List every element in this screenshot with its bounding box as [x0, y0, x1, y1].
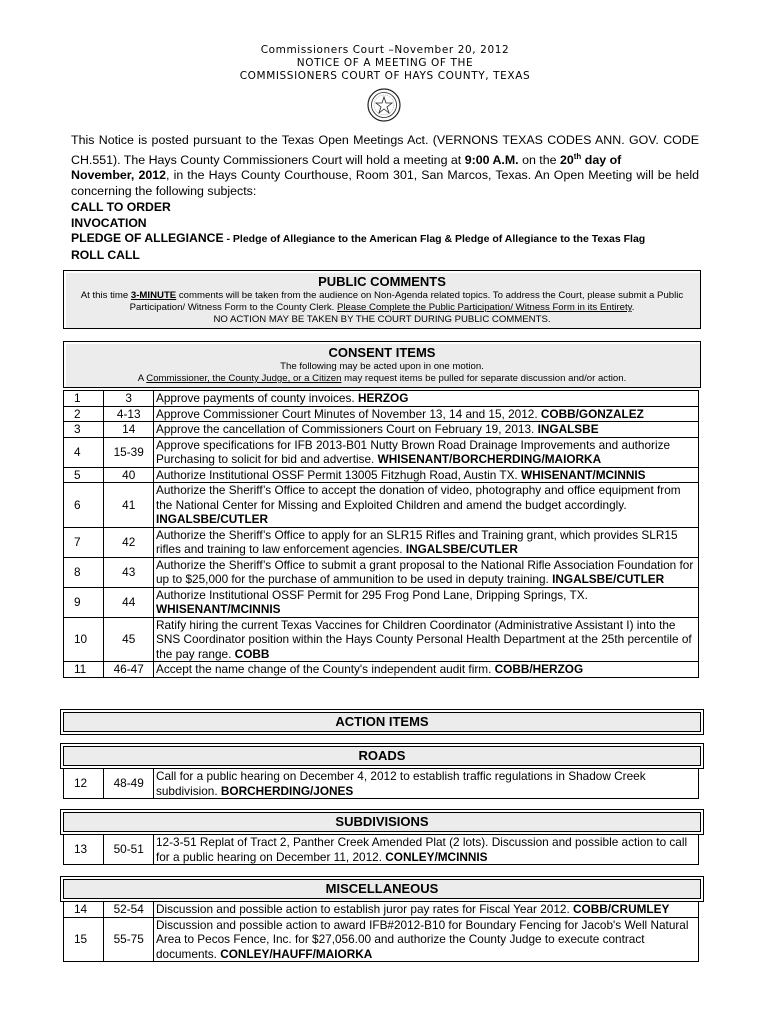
item-text: Call for a public hearing on December 4, 2012 to establish traffic regulations in Shadow Creek subdivision.: [155, 769, 646, 798]
item-description: [153, 483, 698, 528]
item-sponsors: INGALSBE: [537, 422, 599, 436]
item-text: Approve Commissioner Court Minutes of November 13, 14 and 15, 2012.: [155, 406, 541, 421]
roads-table: [63, 768, 699, 799]
item-text: Approve specifications for IFB 2013-B01 Nutty Brown Road Drainage Improvements and authorize Purchasing to solicit for bid and advertise.: [155, 437, 671, 466]
item-text: Authorize Institutional OSSF Permit for 295 Frog Pond Lane, Dripping Springs, TX.: [155, 587, 588, 602]
item-description: [153, 587, 698, 617]
intro-paragraph: [71, 133, 699, 199]
item-text: Accept the name change of the County's independent audit firm.: [155, 662, 495, 676]
item-number: 5: [64, 467, 104, 483]
agenda-item-row: [64, 835, 699, 865]
meeting-day-suffix: th: [573, 151, 582, 161]
item-sponsors: CONLEY/MCINNIS: [385, 849, 488, 864]
item-description: [153, 437, 698, 467]
header-line-notice: NOTICE OF A MEETING OF THE: [296, 57, 474, 69]
agenda-item-row: [64, 902, 699, 918]
roads-banner: ROADS: [63, 746, 701, 766]
item-pages: 55-75: [104, 917, 154, 962]
meeting-date: November, 2012: [71, 168, 167, 183]
item-description: [153, 617, 698, 662]
item-sponsors: WHISENANT/MCINNIS: [155, 602, 281, 616]
item-text: Authorize the Sheriff’s Office to accept the donation of video, photography and office equipment from the National Center for Missing and Exploited Children and amend the budget accordingly.: [155, 483, 681, 512]
public-comments-text: [64, 290, 700, 326]
subdivisions-table: [63, 834, 699, 865]
item-number: 1: [64, 391, 104, 407]
item-number: 9: [64, 587, 104, 617]
item-pages: 41: [104, 483, 154, 528]
item-number: 4: [64, 437, 104, 467]
item-description: [153, 769, 698, 799]
pc-text-3: .: [631, 302, 635, 313]
item-pages: 40: [104, 467, 154, 483]
item-sponsors: INGALSBE/CUTLER: [552, 572, 665, 586]
pc-three-minute: 3-MINUTE: [130, 290, 177, 301]
item-number: 15: [64, 917, 104, 962]
item-pages: 48-49: [104, 769, 154, 799]
meeting-day: 20: [559, 152, 574, 167]
pc-text-2: comments will be taken from the audience on Non-Agenda related topics. To address the Court, please submit a Public Participation/ Witness Form to the County Clerk.: [129, 290, 684, 313]
agenda-item-row: [64, 527, 699, 557]
header-line-date: Commissioners Court –November 20, 2012: [260, 44, 510, 56]
item-text: Discussion and possible action to award IFB#2012-B10 for Boundary Fencing for Jacob's Well Natural Area to Pecos Fence, Inc. for $27,056.00 and authorize the County Judge to execute contract documents.: [155, 917, 689, 961]
item-sponsors: COBB/CRUMLEY: [573, 902, 670, 916]
item-description: [153, 902, 698, 918]
item-description: [153, 406, 698, 422]
consent-line-2a: A: [137, 373, 147, 384]
item-description: [153, 662, 698, 678]
item-pages: 3: [104, 391, 154, 407]
pledge-of-allegiance: [71, 231, 711, 248]
public-comments-box: [63, 270, 701, 329]
miscellaneous-table: [63, 901, 699, 962]
call-to-order: CALL TO ORDER: [71, 200, 171, 214]
consent-items-box: [63, 341, 701, 388]
item-text: Authorize the Sheriff’s Office to apply for an SLR15 Rifles and Training grant, which provides SLR15 rifles and training to law enforcement agencies.: [155, 527, 678, 556]
item-text: Ratify hiring the current Texas Vaccines for Children Coordinator (Administrative Assistant I) into the SNS Coordinator position within the Hays County Personal Health Department at the 25th percentile of the pay range.: [155, 617, 692, 661]
agenda-item-row: [64, 437, 699, 467]
item-sponsors: COBB: [234, 646, 270, 661]
item-pages: 44: [104, 587, 154, 617]
item-description: [153, 467, 698, 483]
item-pages: 14: [104, 422, 154, 438]
pledge-detail: - Pledge of Allegiance to the American Flag & Pledge of Allegiance to the Texas Flag: [223, 233, 646, 245]
meeting-time: 9:00 A.M.: [464, 152, 519, 167]
consent-line-2: [64, 373, 700, 385]
item-sponsors: CONLEY/HAUFF/MAIORKA: [220, 946, 373, 961]
subdivisions-banner: SUBDIVISIONS: [63, 812, 701, 832]
item-pages: 43: [104, 557, 154, 587]
roll-call: ROLL CALL: [71, 247, 140, 262]
item-description: [153, 422, 698, 438]
item-number: 8: [64, 557, 104, 587]
item-pages: 50-51: [104, 835, 154, 865]
pc-text-1: At this time: [80, 290, 131, 301]
pc-no-action: NO ACTION MAY BE TAKEN BY THE COURT DURING PUBLIC COMMENTS.: [213, 314, 551, 325]
agenda-item-row: [64, 406, 699, 422]
agenda-item-row: [64, 917, 699, 962]
item-description: [153, 835, 698, 865]
item-text: Authorize the Sheriff’s Office to submit a grant proposal to the National Rifle Association Foundation for up to $25,000 for the purchase of ammunition to be used in deputy training.: [155, 557, 694, 586]
item-sponsors: WHISENANT/BORCHERDING/MAIORKA: [377, 452, 602, 466]
agenda-item-row: [64, 422, 699, 438]
header-line-court: COMMISSIONERS COURT OF HAYS COUNTY, TEXAS: [239, 70, 531, 82]
opening-items: [71, 200, 711, 263]
item-number: 12: [64, 769, 104, 799]
item-text: Approve payments of county invoices.: [155, 391, 358, 405]
item-sponsors: COBB/GONZALEZ: [540, 406, 644, 421]
item-description: [153, 917, 698, 962]
item-pages: 42: [104, 527, 154, 557]
action-items-banner: ACTION ITEMS: [63, 712, 701, 732]
item-number: 11: [64, 662, 104, 678]
item-sponsors: BORCHERDING/JONES: [220, 783, 354, 798]
consent-line-1: The following may be acted upon in one motion.: [280, 361, 484, 372]
county-seal-icon: [367, 88, 401, 122]
intro-text-1: This Notice is posted pursuant to the Texas Open Meetings Act. (VERNONS TEXAS CODES ANN. GOV. CODE CH.551). The Hays County Commissioners Court will hold a meeting at: [71, 133, 699, 167]
item-number: 10: [64, 617, 104, 662]
consent-items-title: CONSENT ITEMS: [328, 345, 436, 360]
item-sponsors: HERZOG: [357, 391, 409, 405]
item-text: Authorize Institutional OSSF Permit 13005 Fitzhugh Road, Austin TX.: [155, 467, 521, 482]
intro-text-2: on the: [518, 152, 560, 167]
item-number: 13: [64, 835, 104, 865]
invocation: INVOCATION: [71, 215, 147, 230]
agenda-item-row: [64, 662, 699, 678]
agenda-item-row: [64, 617, 699, 662]
consent-items-table: [63, 390, 699, 678]
agenda-item-row: [64, 391, 699, 407]
item-text: Discussion and possible action to establish juror pay rates for Fiscal Year 2012.: [155, 902, 574, 916]
agenda-item-row: [64, 467, 699, 483]
item-pages: 45: [104, 617, 154, 662]
consent-line-2b: may request items be pulled for separate discussion and/or action.: [341, 373, 627, 384]
item-sponsors: INGALSBE/CUTLER: [155, 512, 269, 526]
public-comments-title: PUBLIC COMMENTS: [318, 274, 446, 289]
consent-line-2-underlined: Commissioner, the County Judge, or a Citizen: [146, 373, 342, 384]
item-number: 14: [64, 902, 104, 918]
agenda-item-row: [64, 483, 699, 528]
item-sponsors: WHISENANT/MCINNIS: [521, 467, 646, 482]
pledge-label: PLEDGE OF ALLEGIANCE: [71, 231, 224, 245]
item-sponsors: COBB/HERZOG: [494, 662, 584, 676]
agenda-item-row: [64, 557, 699, 587]
intro-text-4: , in the Hays County Courthouse, Room 301, San Marcos, Texas. An Open Meeting will be held concerning the following subjects:: [71, 168, 699, 198]
pc-form-note: Please Complete the Public Participation/ Witness Form in its Entirety: [337, 302, 632, 313]
agenda-item-row: [64, 587, 699, 617]
item-number: 7: [64, 527, 104, 557]
item-number: 6: [64, 483, 104, 528]
item-description: [153, 527, 698, 557]
item-number: 2: [64, 406, 104, 422]
item-pages: 52-54: [104, 902, 154, 918]
item-pages: 46-47: [104, 662, 154, 678]
item-pages: 4-13: [104, 406, 154, 422]
item-description: [153, 557, 698, 587]
document-header: [0, 44, 770, 83]
item-description: [153, 391, 698, 407]
item-text: Approve the cancellation of Commissioners Court on February 19, 2013.: [155, 422, 538, 436]
agenda-item-row: [64, 769, 699, 799]
item-text: 12-3-51 Replat of Tract 2, Panther Creek Amended Plat (2 lots). Discussion and possible action to call for a public hearing on December 11, 2012.: [155, 835, 688, 864]
item-number: 3: [64, 422, 104, 438]
item-sponsors: INGALSBE/CUTLER: [405, 542, 518, 556]
miscellaneous-banner: MISCELLANEOUS: [63, 879, 701, 899]
item-pages: 15-39: [104, 437, 154, 467]
intro-text-3: day of: [581, 152, 622, 167]
